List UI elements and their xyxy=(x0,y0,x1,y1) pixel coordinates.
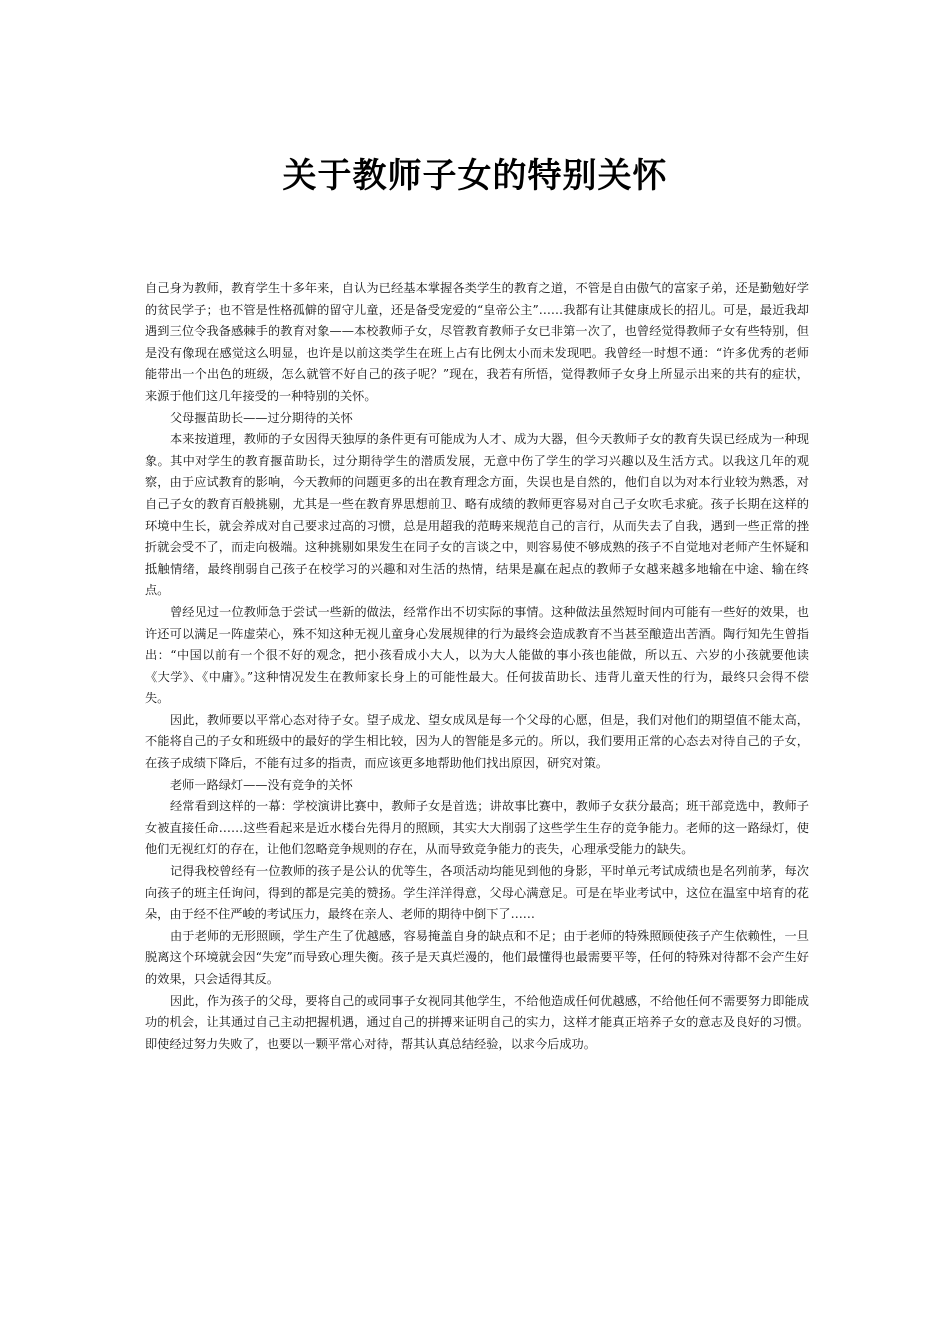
body-paragraph: 本来按道理，教师的子女因得天独厚的条件更有可能成为人才、成为大器，但今天教师子女的教育失误已经成为一种现象。其中对学生的教育揠苗助长，过分期待学生的潜质发展，无意中伤了学生的学习兴趣以及生活方式。以我这几年的观察，由于应试教育的影响，今天教师的问题更多的出在教育理念方面，失误也是自然的，他们自以为对本行业较为熟悉，对自己子女的教育百般挑剔，尤其是一些在教育界思想前卫、略有成绩的教师更容易对自己子女吹毛求疵。孩子长期在这样的环境中生长，就会养成对自己要求过高的习惯，总是用超我的范畴来规范自己的言行，从而失去了自我，遇到一些正常的挫折就会受不了，而走向极端。这种挑剔如果发生在同子女的言谈之中，则容易使不够成熟的孩子不自觉地对老师产生怀疑和抵触情绪，最终削弱自己孩子在校学习的兴趣和对生活的热情，结果是赢在起点的教师子女越来越多地输在中途、输在终点。 xyxy=(145,432,809,598)
section-heading: 父母揠苗助长——过分期待的关怀 xyxy=(170,410,353,425)
body-paragraph: 记得我校曾经有一位教师的孩子是公认的优等生，各项活动均能见到他的身影，平时单元考试成绩也是名列前茅，每次向孩子的班主任询问，得到的都是完美的赞扬。学生洋洋得意，父母心满意足。可是在毕业考试中，这位在温室中培育的花朵，由于经不住严峻的考试压力，最终在亲人、老师的期待中倒下了…… xyxy=(145,864,809,922)
body-paragraph: 自己身为教师，教育学生十多年来，自认为已经基本掌握各类学生的教育之道，不管是自由傲气的富家子弟，还是勤勉好学的贫民学子；也不管是性格孤僻的留守儿童，还是备受宠爱的“皇帝公主”……我都有让其健康成长的招儿。可是，最近我却遇到三位令我备感棘手的教育对象——本校教师子女，尽管教育教师子女已非第一次了，也曾经觉得教师子女有些特别，但是没有像现在感觉这么明显，也许是以前这类学生在班上占有比例太小而未发现吧。我曾经一时想不通：“许多优秀的老师能带出一个出色的班级，怎么就管不好自己的孩子呢？”现在，我若有所悟，觉得教师子女身上所显示出来的共有的症状，来源于他们这几年接受的一种特别的关怀。 xyxy=(145,281,809,403)
body-paragraph: 因此，教师要以平常心态对待子女。望子成龙、望女成凤是每一个父母的心愿，但是，我们对他们的期望值不能太高，不能将自己的子女和班级中的最好的学生相比较，因为人的智能是多元的。所以，我们要用正常的心态去对待自己的子女，在孩子成绩下降后，不能有过多的指责，而应该更多地帮助他们找出原因，研究对策。 xyxy=(145,712,809,771)
section-heading: 老师一路绿灯——没有竞争的关怀 xyxy=(170,777,353,792)
body-paragraph: 由于老师的无形照顾，学生产生了优越感，容易掩盖自身的缺点和不足；由于老师的特殊照顾使孩子产生依赖性，一旦脱离这个环境就会因“失宠”而导致心理失衡。孩子是天真烂漫的，他们最懂得也最需要平等，任何的特殊对待都不会产生好的效果，只会适得其反。 xyxy=(145,928,809,986)
body-paragraph: 经常看到这样的一幕：学校演讲比赛中，教师子女是首选；讲故事比赛中，教师子女获分最高；班干部竞选中，教师子女被直接任命……这些看起来是近水楼台先得月的照顾，其实大大削弱了这些学生生存的竞争能力。老师的这一路绿灯，使他们无视红灯的存在，让他们忽略竞争规则的存在，从而导致竞争能力的丧失，心理承受能力的缺失。 xyxy=(145,799,809,857)
body-paragraph: 曾经见过一位教师急于尝试一些新的做法，经常作出不切实际的事情。这种做法虽然短时间内可能有一些好的效果，也许还可以满足一阵虚荣心，殊不知这种无视儿童身心发展规律的行为最终会造成教育不当甚至酿造出苦酒。陶行知先生曾指出：“中国以前有一个很不好的观念，把小孩看成小大人，以为大人能做的事小孩也能做，所以五、六岁的小孩就要他读《大学》、《中庸》。”这种情况发生在教师家长身上的可能性最大。任何拔苗助长、违背儿童天性的行为，最终只会得不偿失。 xyxy=(145,604,809,706)
body-paragraph: 因此，作为孩子的父母，要将自己的或同事子女视同其他学生，不给他造成任何优越感，不给他任何不需要努力即能成功的机会，让其通过自己主动把握机遇，通过自己的拼搏来证明自己的实力，这样才能真正培养子女的意志及良好的习惯。即使经过努力失败了，也要以一颗平常心对待，帮其认真总结经验，以求今后成功。 xyxy=(145,993,809,1051)
document-title: 关于教师子女的特别关怀 xyxy=(282,156,668,196)
document-body xyxy=(145,278,809,1055)
